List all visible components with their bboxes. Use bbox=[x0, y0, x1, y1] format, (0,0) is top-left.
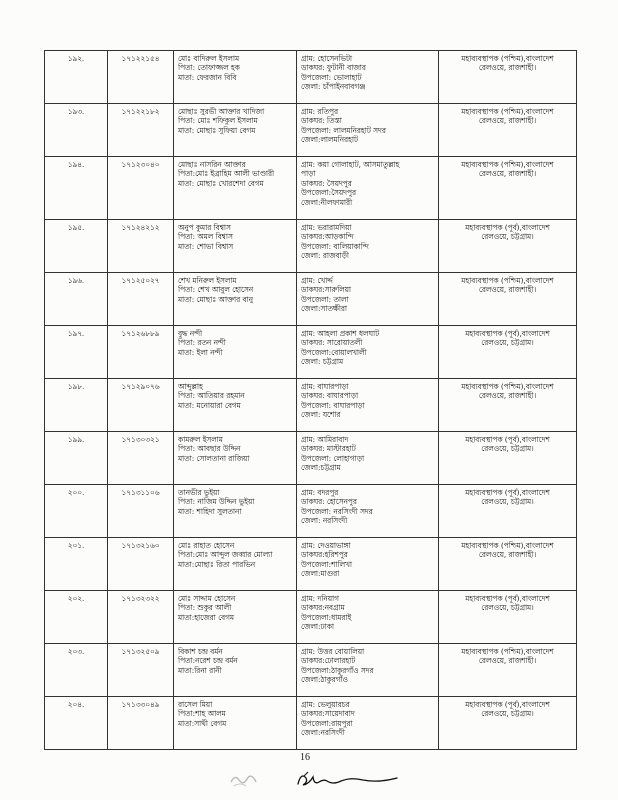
serial-cell: ১৯৭. bbox=[45, 326, 108, 379]
name-cell bbox=[174, 157, 297, 220]
roll-number-cell: ১৭১২৩০৪০ bbox=[108, 157, 174, 220]
address-line: গ্রাম: দেওয়াভাঙ্গা bbox=[301, 541, 351, 550]
candidate-list-table bbox=[44, 50, 577, 750]
name-cell bbox=[174, 432, 297, 485]
name-cell bbox=[174, 644, 297, 697]
serial-cell: ১৯৮. bbox=[45, 379, 108, 432]
address-line: ডাকঘর: হোসেনপুর bbox=[301, 497, 357, 507]
office-cell bbox=[439, 104, 577, 157]
office-line: রেলওয়ে, রাজশাহী। bbox=[478, 116, 537, 126]
address-line: গ্রাম: দনিয়াগ bbox=[301, 594, 339, 603]
office-line: মহাব্যবস্থাপক (পশ্চিম),বাংলাদেশ bbox=[461, 160, 554, 169]
roll-number-cell: ১৭১৩২৩২২ bbox=[108, 591, 174, 644]
name-line: মাতা: ফেরজান বিবি bbox=[178, 72, 237, 82]
address-line: ডাকঘর: মাস্টারহাট bbox=[301, 444, 356, 454]
roll-number-cell: ১৭১৩২১৬০ bbox=[108, 538, 174, 591]
address-line: উপজেলা:রায়পুরা bbox=[301, 718, 353, 728]
address-line: জেলা:চট্টগ্রাম bbox=[301, 463, 341, 473]
serial-cell: ১৯৪. bbox=[45, 157, 108, 220]
address-line: পাড়া bbox=[301, 169, 316, 179]
table-row bbox=[45, 379, 577, 432]
name-line: পিতা: শুকুর আলী bbox=[178, 603, 232, 613]
roll-number-cell: ১৭১২৬৮৮৯ bbox=[108, 326, 174, 379]
table-row bbox=[45, 220, 577, 273]
address-line: উপজেলা:ধামরাই bbox=[301, 612, 352, 622]
table-row bbox=[45, 697, 577, 750]
office-line: মহাব্যবস্থাপক (পূর্ব),বাংলাদেশ bbox=[465, 700, 550, 709]
office-line: রেলওয়ে, চট্টগ্রাম। bbox=[481, 232, 534, 242]
address-line: জেলা: রাজবাড়ী bbox=[301, 251, 349, 261]
name-line: মোঃ সাদ্দাম হোসেন bbox=[178, 594, 236, 603]
name-cell bbox=[174, 51, 297, 104]
office-line: রেলওয়ে, রাজশাহী। bbox=[478, 169, 537, 179]
name-line: মাতা: শাহিদা সুলতানা bbox=[178, 506, 242, 516]
address-line: গ্রাম: হোসেনভিটা bbox=[301, 54, 353, 63]
office-line: রেলওয়ে, চট্টগ্রাম। bbox=[481, 338, 534, 348]
address-cell bbox=[297, 591, 439, 644]
office-line: রেলওয়ে, রাজশাহী। bbox=[478, 63, 537, 73]
office-cell bbox=[439, 379, 577, 432]
address-cell bbox=[297, 379, 439, 432]
address-line: গ্রাম: বাঘারপাড়া bbox=[301, 382, 349, 391]
office-cell bbox=[439, 157, 577, 220]
serial-cell: ১৯৯. bbox=[45, 432, 108, 485]
address-line: ডাকঘর: সারোয়াতলী bbox=[301, 338, 363, 348]
office-line: রেলওয়ে, চট্টগ্রাম। bbox=[481, 603, 534, 613]
serial-cell: ২০১. bbox=[45, 538, 108, 591]
name-line: বুদ্ধ নন্দী bbox=[178, 329, 203, 338]
serial-cell: ১৯৩. bbox=[45, 104, 108, 157]
name-line: মাতা: মোছাঃ আক্তার বানু bbox=[178, 294, 253, 304]
address-line: ডাকঘর: তিস্তা bbox=[301, 116, 342, 126]
office-cell bbox=[439, 697, 577, 750]
address-line: গ্রাম: ভেলুয়ারচর bbox=[301, 700, 350, 709]
name-line: মাতা:হাজেরা বেগম bbox=[178, 612, 234, 622]
name-line: পিতা:মোঃ ইব্রাহিম আলী ভাণ্ডারী bbox=[178, 169, 275, 179]
serial-cell: ১৯৬. bbox=[45, 273, 108, 326]
address-line: ডাকঘর:সারুলিয়া bbox=[301, 285, 352, 295]
address-line: ডাকঘর:সায়েদাবাদ bbox=[301, 709, 355, 719]
table-row bbox=[45, 538, 577, 591]
roll-number-cell: ১৭১২২১৮২ bbox=[108, 104, 174, 157]
office-cell bbox=[439, 538, 577, 591]
name-line: পিতা: আতিয়ার রহমান bbox=[178, 391, 245, 401]
address-line: উপজেলা: নরসিংদী সদর bbox=[301, 506, 373, 516]
address-line: উপজেলা: লোহাগাড়া bbox=[301, 453, 365, 463]
address-line: গ্রাম: উত্তর বোয়ালিয়া bbox=[301, 647, 365, 656]
office-line: রেলওয়ে, রাজশাহী। bbox=[478, 656, 537, 666]
address-line: ডাকঘর: ফুটানী বাজার bbox=[301, 63, 366, 73]
address-line: গ্রাম: বদরপুর bbox=[301, 488, 339, 497]
office-line: রেলওয়ে, চট্টগ্রাম। bbox=[481, 444, 534, 454]
name-line: মাতা: শোভা বিশ্বাস bbox=[178, 241, 234, 251]
office-line: মহাব্যবস্থাপক (পশ্চিম),বাংলাদেশ bbox=[461, 276, 554, 285]
address-cell bbox=[297, 220, 439, 273]
address-line: উপজেলা: বালিয়াকান্দি bbox=[301, 241, 369, 251]
name-line: মাতা: সোলতানা রাজিয়া bbox=[178, 453, 250, 463]
office-line: রেলওয়ে, রাজশাহী। bbox=[478, 285, 537, 295]
name-line: মোছাঃ সুরভী আক্তার খাদিজা bbox=[178, 107, 265, 116]
address-line: জেলা:মাগুরা bbox=[301, 569, 340, 579]
name-line: মাতা: মনোয়ারা বেগম bbox=[178, 400, 241, 410]
address-line: জেলা: চাঁপাইনবাবগঞ্জ bbox=[301, 82, 366, 92]
office-cell bbox=[439, 432, 577, 485]
address-line: ডাকঘর:হরিশপুর bbox=[301, 550, 348, 560]
address-line: জেলা: চট্টগ্রাম bbox=[301, 357, 343, 367]
address-cell bbox=[297, 273, 439, 326]
name-line: বিকাশ চন্দ্র বর্মন bbox=[178, 647, 223, 656]
serial-cell: ১৯২. bbox=[45, 51, 108, 104]
name-line: পিতা: অমল বিশ্বাস bbox=[178, 232, 233, 242]
name-line: মাতা:সাথী বেগম bbox=[178, 718, 227, 728]
address-line: গ্রাম: কয়া গোলাহাট, আসমাতুল্লাহ bbox=[301, 160, 400, 169]
address-line: জেলা:ঠাকুরগাঁও bbox=[301, 675, 348, 685]
address-cell bbox=[297, 51, 439, 104]
address-cell bbox=[297, 538, 439, 591]
office-cell bbox=[439, 273, 577, 326]
office-line: মহাব্যবস্থাপক (পূর্ব),বাংলাদেশ bbox=[465, 435, 550, 444]
name-line: কামরুল ইসলাম bbox=[178, 435, 223, 444]
name-line: পিতা:মোঃ আব্দুল জব্বার মোল্যা bbox=[178, 550, 273, 560]
name-line: মাতা: ইলা নন্দী bbox=[178, 347, 223, 357]
page-number: 16 bbox=[300, 752, 310, 763]
roll-number-cell: ১৭১৩০৩২১ bbox=[108, 432, 174, 485]
office-line: রেলওয়ে, চট্টগ্রাম। bbox=[481, 709, 534, 719]
office-line: রেলওয়ে, রাজশাহী। bbox=[478, 391, 537, 401]
serial-cell: ২০৪. bbox=[45, 697, 108, 750]
office-line: মহাব্যবস্থাপক (পশ্চিম),বাংলাদেশ bbox=[461, 382, 554, 391]
address-line: উপজেলা: লালমনিরহাট সদর bbox=[301, 125, 386, 135]
roll-number-cell: ১৭১৩১১০৬ bbox=[108, 485, 174, 538]
office-line: রেলওয়ে, রাজশাহী। bbox=[478, 550, 537, 560]
name-cell bbox=[174, 326, 297, 379]
address-line: জেলা:লালমনিরহাট bbox=[301, 135, 358, 145]
table-row bbox=[45, 432, 577, 485]
office-line: মহাব্যবস্থাপক (পশ্চিম),বাংলাদেশ bbox=[461, 107, 554, 116]
name-line: পিতা: তোফাজ্জল হক bbox=[178, 63, 240, 73]
office-line: মহাব্যবস্থাপক (পূর্ব),বাংলাদেশ bbox=[465, 488, 550, 497]
address-line: ডাকঘর:আড়কান্দি bbox=[301, 232, 354, 242]
name-cell bbox=[174, 104, 297, 157]
name-line: মোঃ রাহাত হোসেন bbox=[178, 541, 235, 550]
table-row bbox=[45, 51, 577, 104]
name-line: মোঃ বাদিরুল ইসলাম bbox=[178, 54, 240, 63]
address-cell bbox=[297, 485, 439, 538]
name-line: পিতা:শাহ আলম bbox=[178, 709, 226, 719]
name-line: আব্দুল্লাহ bbox=[178, 382, 203, 391]
roll-number-cell: ১৭১২৪২১২ bbox=[108, 220, 174, 273]
name-cell bbox=[174, 538, 297, 591]
office-cell bbox=[439, 220, 577, 273]
address-line: ডাকঘর:নবগ্রাম bbox=[301, 603, 345, 613]
name-cell bbox=[174, 591, 297, 644]
address-line: জেলা:ঢাকা bbox=[301, 622, 334, 632]
name-line: মাতা: মোছাঃ সুফিয়া বেগম bbox=[178, 125, 256, 135]
table-row bbox=[45, 591, 577, 644]
address-line: জেলা:সাতক্ষীরা bbox=[301, 304, 348, 314]
address-cell bbox=[297, 697, 439, 750]
name-line: পিতা:নরেশ চন্দ্র বর্মন bbox=[178, 656, 238, 666]
address-line: জেলা:নীলফামারী bbox=[301, 197, 353, 207]
name-line: শেখ মনিরুল ইসলাম bbox=[178, 276, 237, 285]
table-row bbox=[45, 104, 577, 157]
office-line: রেলওয়ে, চট্টগ্রাম। bbox=[481, 497, 534, 507]
name-line: তানভীর ভুইয়া bbox=[178, 488, 220, 497]
office-line: মহাব্যবস্থাপক (পূর্ব),বাংলাদেশ bbox=[465, 594, 550, 603]
name-line: মোছাঃ নাসরিন আক্তার bbox=[178, 160, 246, 169]
name-line: পিতা: রতন নন্দী bbox=[178, 338, 226, 348]
name-line: অনুপ কুমার বিশ্বাস bbox=[178, 223, 231, 232]
address-line: উপজেলা:সৈয়দপুর bbox=[301, 188, 356, 198]
roll-number-cell: ১৭১৩৩০৪৯ bbox=[108, 697, 174, 750]
address-line: গ্রাম: আহলা প্রকাশ ধলঘাট bbox=[301, 329, 380, 338]
name-line: রাসেল মিয়া bbox=[178, 700, 213, 709]
address-cell bbox=[297, 104, 439, 157]
name-line: মাতা: মোছাঃ খোরশেদা বেগম bbox=[178, 178, 264, 188]
office-line: মহাব্যবস্থাপক (পশ্চিম),বাংলাদেশ bbox=[461, 54, 554, 63]
address-line: উপজেলা: তালা bbox=[301, 294, 349, 304]
name-cell bbox=[174, 485, 297, 538]
roll-number-cell: ১৭১৩২৫০৯ bbox=[108, 644, 174, 697]
address-line: ডাকঘর: বাঘারপাড়া bbox=[301, 391, 359, 401]
serial-cell: ২০০. bbox=[45, 485, 108, 538]
roll-number-cell: ১৭১২২১৫৪ bbox=[108, 51, 174, 104]
address-line: ডাকঘর: সৈয়দপুর bbox=[301, 178, 352, 188]
address-line: গ্রাম: আমিরাবাদ bbox=[301, 435, 349, 444]
office-cell bbox=[439, 591, 577, 644]
address-cell bbox=[297, 157, 439, 220]
name-line: পিতা: মোঃ শফিকুল ইসলাম bbox=[178, 116, 258, 126]
address-line: জেলা:নরসিংদী bbox=[301, 728, 345, 738]
name-cell bbox=[174, 697, 297, 750]
address-line: উপজেলা:ঠাকুরগাঁও সদর bbox=[301, 665, 374, 675]
office-cell bbox=[439, 326, 577, 379]
name-cell bbox=[174, 220, 297, 273]
office-line: মহাব্যবস্থাপক (পূর্ব),বাংলাদেশ bbox=[465, 223, 550, 232]
address-line: জেলা: যশোর bbox=[301, 410, 341, 420]
name-line: পিতা: শেখ আবুল হোসেন bbox=[178, 285, 254, 295]
signature bbox=[290, 768, 420, 792]
address-cell bbox=[297, 644, 439, 697]
roll-number-cell: ১৭১২৫০২৭ bbox=[108, 273, 174, 326]
name-line: পিতা: আবছার উদ্দিন bbox=[178, 444, 241, 454]
serial-cell: ১৯৫. bbox=[45, 220, 108, 273]
table-body bbox=[45, 51, 577, 750]
address-line: উপজেলা: ভোলাহাট bbox=[301, 72, 362, 82]
address-line: গ্রাম: ভরারামদিয়া bbox=[301, 223, 352, 232]
office-line: মহাব্যবস্থাপক (পূর্ব),বাংলাদেশ bbox=[465, 329, 550, 338]
address-line: উপজেলা:শালিখা bbox=[301, 559, 352, 569]
table-row bbox=[45, 157, 577, 220]
address-line: গ্রাম: রতিপুর bbox=[301, 107, 338, 116]
address-line: গ্রাম: খোর্দ্দ bbox=[301, 276, 333, 285]
address-line: উপজেলা:বোয়ালখালী bbox=[301, 347, 367, 357]
address-cell bbox=[297, 432, 439, 485]
address-line: জেলা: নরসিংদী bbox=[301, 516, 348, 526]
serial-cell: ২০৩. bbox=[45, 644, 108, 697]
table-row bbox=[45, 273, 577, 326]
serial-cell: ২০২. bbox=[45, 591, 108, 644]
address-line: ডাকঘর:ঢোলারহাট bbox=[301, 656, 356, 666]
office-line: মহাব্যবস্থাপক (পশ্চিম),বাংলাদেশ bbox=[461, 541, 554, 550]
roll-number-cell: ১৭১২৯০৭৬ bbox=[108, 379, 174, 432]
address-line: উপজেলা: বাঘারপাড়া bbox=[301, 400, 365, 410]
name-cell bbox=[174, 273, 297, 326]
office-cell bbox=[439, 51, 577, 104]
office-line: মহাব্যবস্থাপক (পশ্চিম),বাংলাদেশ bbox=[461, 647, 554, 656]
office-cell bbox=[439, 644, 577, 697]
office-cell bbox=[439, 485, 577, 538]
faint-stamp-mark bbox=[228, 770, 260, 790]
name-line: মাতা:রিনা রানী bbox=[178, 665, 222, 675]
name-line: পিতা: নাজিম উদ্দিন ভুইয়া bbox=[178, 497, 255, 507]
table-row bbox=[45, 326, 577, 379]
table-row bbox=[45, 644, 577, 697]
name-line: মাতা:মোছাঃ রিতা পারভিন bbox=[178, 559, 256, 569]
address-cell bbox=[297, 326, 439, 379]
table-row bbox=[45, 485, 577, 538]
name-cell bbox=[174, 379, 297, 432]
